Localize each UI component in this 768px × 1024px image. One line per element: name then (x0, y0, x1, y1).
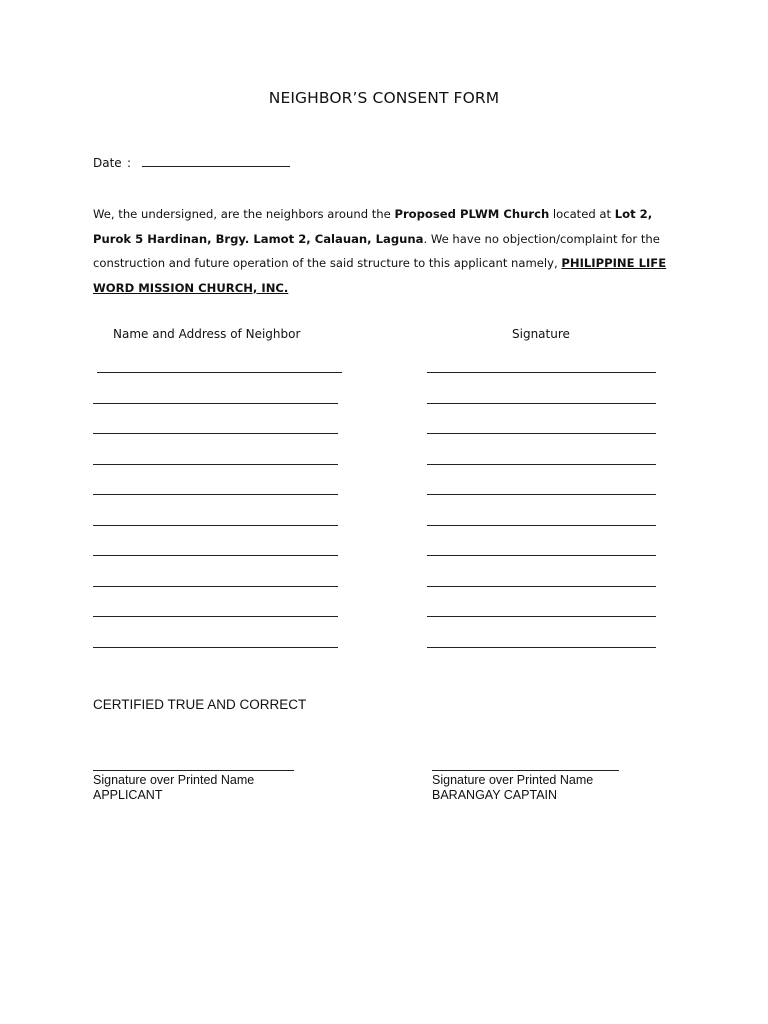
neighbor-signature-line[interactable] (427, 433, 656, 434)
paragraph-location: Lot 2, Purok 5 Hardinan, Brgy. Lamot 2, Calauan, Laguna (93, 207, 653, 246)
date-label: Date (93, 156, 122, 170)
applicant-signature-line[interactable] (93, 770, 294, 771)
date-field[interactable] (142, 155, 290, 167)
neighbor-name-address-line[interactable] (97, 372, 342, 373)
captain-signature-block (432, 773, 593, 803)
paragraph-church-name: Proposed PLWM Church (394, 207, 550, 221)
column-header-name: Name and Address of Neighbor (113, 327, 301, 341)
captain-signature-caption: Signature over Printed Name (432, 773, 594, 787)
neighbor-name-address-line[interactable] (93, 647, 338, 648)
neighbor-signature-line[interactable] (427, 555, 656, 556)
captain-role: BARANGAY CAPTAIN (432, 788, 558, 802)
neighbor-name-address-line[interactable] (93, 403, 338, 404)
date-row (93, 155, 290, 170)
paragraph-text: located at (549, 207, 615, 221)
neighbor-name-address-line[interactable] (93, 525, 338, 526)
consent-paragraph (93, 202, 683, 300)
form-title: NEIGHBOR’S CONSENT FORM (268, 89, 500, 107)
applicant-role: APPLICANT (93, 788, 163, 802)
neighbor-signature-line[interactable] (427, 525, 656, 526)
applicant-signature-block (93, 773, 254, 803)
neighbor-signature-line[interactable] (427, 494, 656, 495)
neighbor-signature-line[interactable] (427, 372, 656, 373)
neighbor-name-address-line[interactable] (93, 586, 338, 587)
neighbor-name-address-line[interactable] (93, 433, 338, 434)
captain-signature-line[interactable] (432, 770, 619, 771)
neighbor-name-address-line[interactable] (93, 464, 338, 465)
certified-heading: CERTIFIED TRUE AND CORRECT (93, 697, 307, 712)
neighbor-signature-line[interactable] (427, 464, 656, 465)
neighbor-name-address-line[interactable] (93, 616, 338, 617)
neighbor-name-address-line[interactable] (93, 555, 338, 556)
neighbor-signature-line[interactable] (427, 647, 656, 648)
paragraph-applicant-name: PHILIPPINE LIFE WORD MISSION CHURCH, INC. (93, 256, 667, 295)
neighbor-signature-line[interactable] (427, 616, 656, 617)
paragraph-text: We, the undersigned, are the neighbors around the (93, 207, 395, 221)
neighbor-name-address-line[interactable] (93, 494, 338, 495)
date-colon: : (127, 156, 132, 170)
applicant-signature-caption: Signature over Printed Name (93, 773, 255, 787)
paragraph-text: . We have no objection/complaint for the construction and future operation of the said structure to this applicant namely, (93, 231, 660, 270)
column-header-signature: Signature (512, 327, 570, 341)
neighbor-signature-line[interactable] (427, 403, 656, 404)
neighbor-signature-line[interactable] (427, 586, 656, 587)
